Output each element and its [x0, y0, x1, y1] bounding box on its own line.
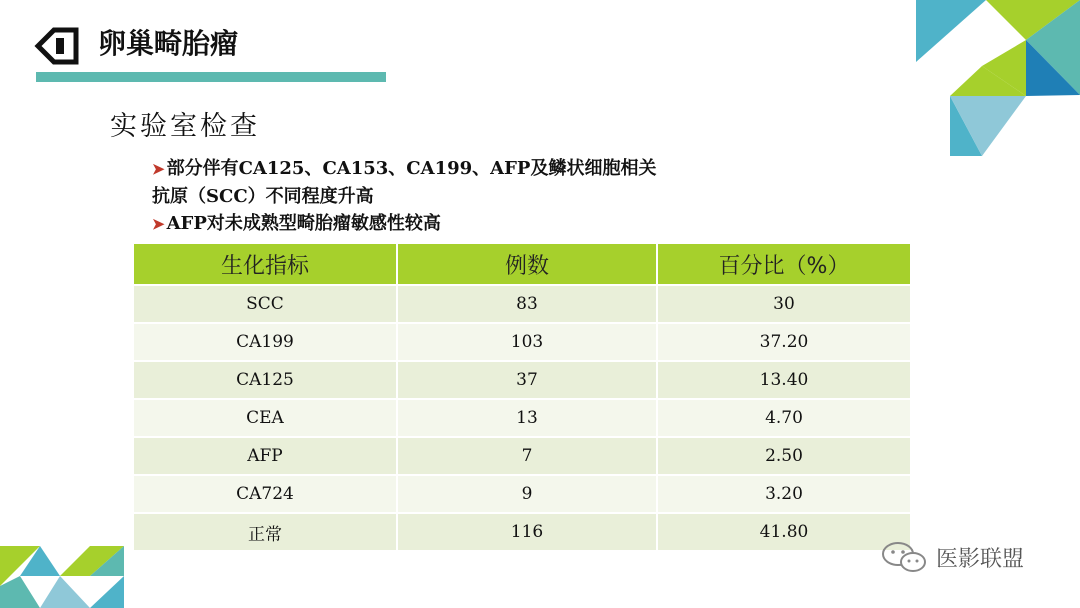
wechat-watermark: [880, 540, 1024, 574]
corner-decoration-top-right: [916, 0, 1080, 156]
corner-decoration-bottom-left: [0, 546, 124, 608]
table-cell: AFP: [134, 438, 398, 474]
table-cell: 103: [398, 324, 658, 360]
table-cell: CA724: [134, 476, 398, 512]
bullet-list: [152, 155, 732, 238]
table-row: [134, 514, 910, 550]
table-cell: CA125: [134, 362, 398, 398]
table-header-row: [134, 244, 910, 284]
table-cell: 37: [398, 362, 658, 398]
bullet-item: [152, 155, 732, 183]
bullet-item: [152, 210, 732, 238]
column-header: 例数: [398, 244, 658, 284]
table-cell: 30: [658, 286, 910, 322]
section-heading: 实验室检查: [110, 111, 260, 142]
watermark-text: 医影联盟: [936, 546, 1025, 572]
table-cell: CEA: [134, 400, 398, 436]
table-cell: 2.50: [658, 438, 910, 474]
table-cell: 116: [398, 514, 658, 550]
table-row: [134, 286, 910, 322]
bullet-text: 抗原（SCC）不同程度升高: [152, 186, 374, 207]
table-cell: 7: [398, 438, 658, 474]
table-cell: 37.20: [658, 324, 910, 360]
table-cell: 正常: [134, 514, 398, 550]
bullet-text: AFP对未成熟型畸胎瘤敏感性较高: [166, 213, 441, 234]
table-cell: 4.70: [658, 400, 910, 436]
table-row: [134, 400, 910, 436]
column-header: 百分比（%）: [658, 244, 910, 284]
table-row: [134, 362, 910, 398]
table-cell: 3.20: [658, 476, 910, 512]
table-cell: 83: [398, 286, 658, 322]
bullet-text: 部分伴有CA125、CA153、CA199、AFP及鳞状细胞相关: [166, 158, 657, 179]
table-cell: SCC: [134, 286, 398, 322]
arrow-bullet-icon: ➤: [152, 215, 165, 233]
table-cell: 9: [398, 476, 658, 512]
table-cell: 13: [398, 400, 658, 436]
title-underline-bar: [36, 72, 386, 82]
biochemical-index-table: [134, 242, 910, 552]
table-cell: 41.80: [658, 514, 910, 550]
tag-logo-icon: [32, 24, 82, 68]
column-header: 生化指标: [134, 244, 398, 284]
wechat-icon: [880, 540, 930, 574]
table-cell: 13.40: [658, 362, 910, 398]
arrow-bullet-icon: ➤: [152, 160, 165, 178]
table-row: [134, 476, 910, 512]
table-row: [134, 324, 910, 360]
bullet-item-continuation: [152, 183, 732, 210]
table-row: [134, 438, 910, 474]
slide-title: 卵巢畸胎瘤: [98, 27, 239, 60]
table-cell: CA199: [134, 324, 398, 360]
